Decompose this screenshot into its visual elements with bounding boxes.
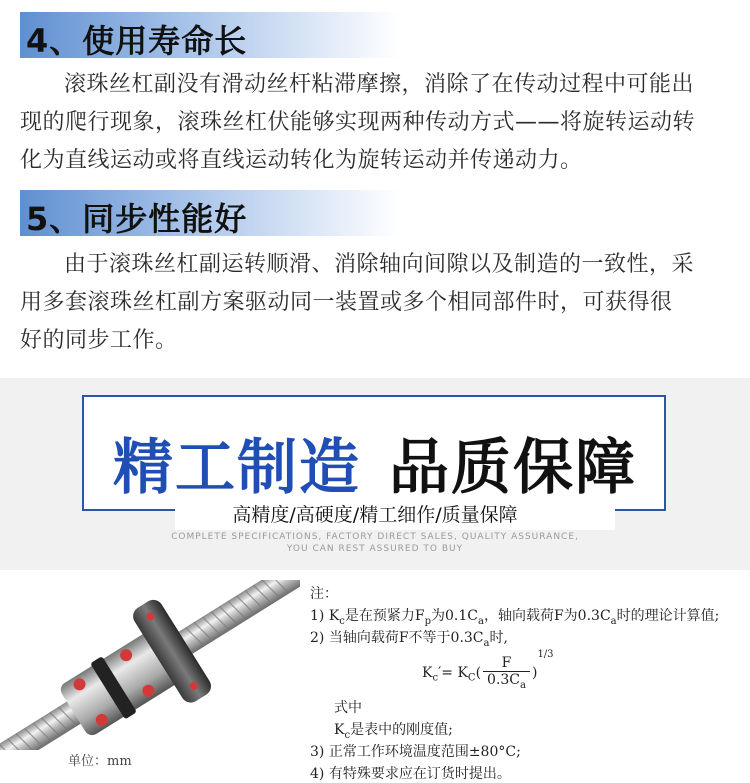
banner-english-line-2: YOU CAN REST ASSURED TO BUY [286, 544, 464, 554]
banner-slogan [0, 420, 750, 506]
formula-exponent: 1/3 [537, 649, 554, 660]
formula-denominator-text: 0.3C [487, 672, 521, 688]
note-1-sub-3: a [478, 615, 484, 627]
formula-open-paren: ( [475, 664, 482, 681]
kc-definition [334, 719, 453, 741]
note-1-text-a: 1) K [310, 608, 340, 624]
note-2 [310, 627, 508, 649]
note-1-text-e: 时的理论计算值; [616, 608, 720, 624]
note-1-text-d: ，轴向载荷F为0.3C [483, 608, 611, 624]
note-4: 4) 有特殊要求应在订货时提出。 [310, 766, 511, 782]
section-4-line-1: 滚珠丝杠副没有滑动丝杆粘滞摩擦，消除了在传动过程中可能出 [64, 72, 695, 97]
section-5-line-1: 由于滚珠丝杠副运转顺滑、消除轴向间隙以及制造的一致性，采 [64, 252, 695, 277]
section-5-line-2: 用多套滚珠丝杠副方案驱动同一装置或多个相同部件时，可获得很 [20, 290, 673, 315]
formula-fraction [483, 655, 530, 691]
unit-label: 单位：mm [68, 754, 132, 769]
kc-text-b: 是表中的刚度值; [350, 722, 453, 738]
formula-lhs: K [422, 664, 433, 681]
note-2-sub: a [483, 637, 490, 649]
formula-close-paren: ) [531, 664, 538, 681]
note-3: 3) 正常工作环境温度范围±80°C; [310, 744, 521, 760]
section-4-header [20, 12, 400, 58]
banner-subline: 高精度/高硬度/精工细作/质量保障 [232, 504, 518, 526]
formula-lhs-sub: c [432, 672, 439, 684]
formula-denominator-sub: a [520, 679, 526, 691]
note-2-text-b: 时, [489, 630, 508, 646]
section-5-header [20, 190, 400, 236]
formula-equals: = K [441, 664, 468, 681]
stiffness-formula [422, 649, 554, 691]
formula-numerator: F [483, 655, 530, 672]
section-5-paragraph [20, 246, 740, 360]
kc-text-a: K [334, 722, 345, 738]
note-1 [310, 605, 719, 627]
slogan-precision-manufacturing: 精工制造 [113, 433, 361, 503]
banner-english-line-1: COMPLETE SPECIFICATIONS, FACTORY DIRECT SALES, QUALITY ASSURANCE, [171, 532, 579, 542]
section-5-title: 5、同步性能好 [26, 200, 248, 238]
note-1-text-c: 为0.1C [431, 608, 478, 624]
note-1-sub-1: c [339, 615, 345, 627]
note-1-sub-2: p [424, 615, 432, 627]
slogan-quality-assurance: 品质保障 [389, 433, 637, 503]
note-1-text-b: 是在预紧力F [344, 608, 425, 624]
kc-sub: c [344, 729, 351, 741]
formula-denominator [483, 672, 530, 691]
ball-screw-illustration [0, 580, 300, 750]
where-label: 式中 [334, 700, 362, 716]
formula-rhs-sub: C [467, 672, 476, 684]
notes-heading: 注： [310, 586, 338, 602]
section-5-line-3: 好的同步工作。 [20, 328, 178, 353]
formula-prime: ′ [438, 664, 442, 681]
section-4-paragraph [20, 66, 740, 180]
section-4-line-3: 化为直线运动或将直线运动转化为旋转运动并传递动力。 [20, 148, 583, 173]
section-4-line-2: 现的爬行现象，滚珠丝杠伏能够实现两种传动方式——将旋转运动转 [20, 110, 696, 135]
section-4-title: 4、使用寿命长 [26, 22, 248, 60]
note-2-text-a: 2) 当轴向载荷F不等于0.3C [310, 630, 484, 646]
note-1-sub-4: a [610, 615, 617, 627]
